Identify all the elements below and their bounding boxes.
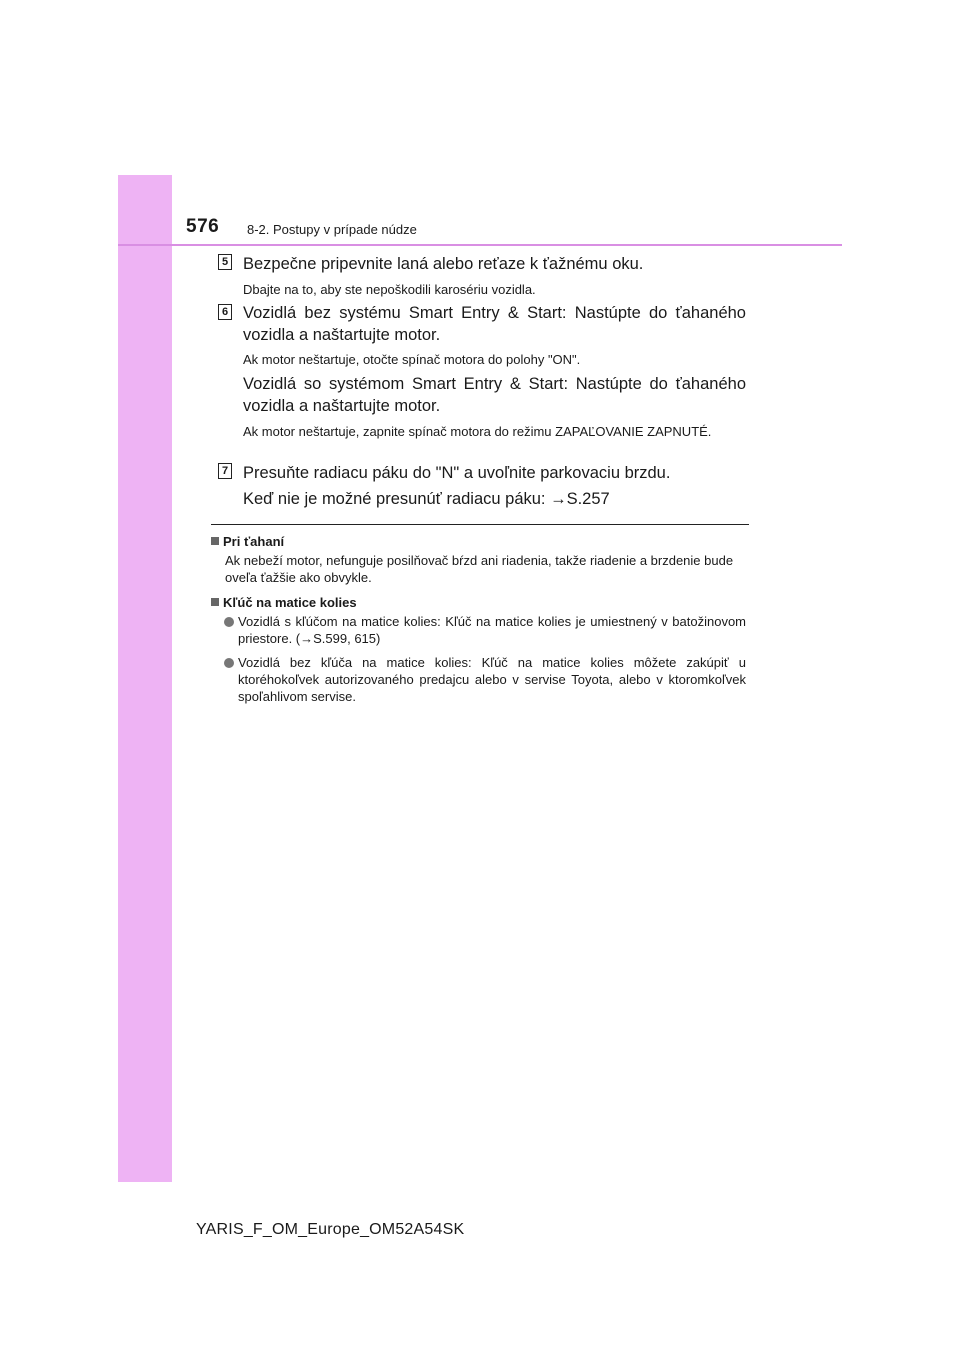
side-color-band [118, 175, 172, 1182]
step-note: Dbajte na to, aby ste nepoškodili karosériu vozidla. [243, 282, 536, 297]
round-bullet-icon [224, 617, 234, 627]
section-title: 8-2. Postupy v prípade núdze [247, 222, 417, 237]
step-number-badge: 5 [218, 254, 232, 270]
step-note: Ak motor neštartuje, otočte spínač motora do polohy "ON". [243, 352, 581, 367]
section-heading [211, 534, 284, 549]
section-body: Ak nebeží motor, nefunguje posilňovač bŕzd ani riadenia, takže riadenie a brzdenie bude oveľa ťažšie ako obvykle. [225, 553, 734, 585]
step-instruction: Bezpečne pripevnite laná alebo reťaze k ťažnému oku. [243, 255, 644, 273]
header-rule [118, 244, 842, 246]
square-bullet-icon [211, 598, 219, 606]
step-number-badge: 6 [218, 304, 232, 320]
section-heading [211, 595, 357, 610]
section-divider [211, 524, 749, 525]
step-instruction-alt: Keď nie je možné presunúť radiacu páku: →S.257 [243, 490, 610, 508]
square-bullet-icon [211, 537, 219, 545]
list-item: Vozidlá bez kľúča na matice kolies: Kľúč na matice kolies môžete zakúpiť u ktoréhokoľvek autorizovaného predajcu alebo v servise Toyota, alebo v ktoromkoľvek spoľahlivom servise. [238, 655, 746, 704]
document-code: YARIS_F_OM_Europe_OM52A54SK [196, 1221, 465, 1238]
step-note-alt: Ak motor neštartuje, zapnite spínač motora do režimu ZAPAĽOVANIE ZAPNUTÉ. [243, 424, 712, 439]
list-item: Vozidlá s kľúčom na matice kolies: Kľúč na matice kolies je umiestnený v batožinovom priestore. (→S.599, 615) [238, 614, 746, 646]
round-bullet-icon [224, 658, 234, 668]
section-heading-text: Pri ťahaní [223, 534, 285, 549]
page-number: 576 [186, 216, 220, 237]
step-number-badge: 7 [218, 463, 232, 479]
step-instruction-alt: Vozidlá so systémom Smart Entry & Start: Nastúpte do ťahaného vozidla a naštartujte motor. [243, 375, 746, 415]
step-instruction: Vozidlá bez systému Smart Entry & Start: Nastúpte do ťahaného vozidla a naštartujte motor. [243, 304, 746, 344]
step-instruction: Presuňte radiacu páku do "N" a uvoľnite parkovaciu brzdu. [243, 464, 671, 482]
section-heading-text: Kľúč na matice kolies [223, 595, 357, 610]
